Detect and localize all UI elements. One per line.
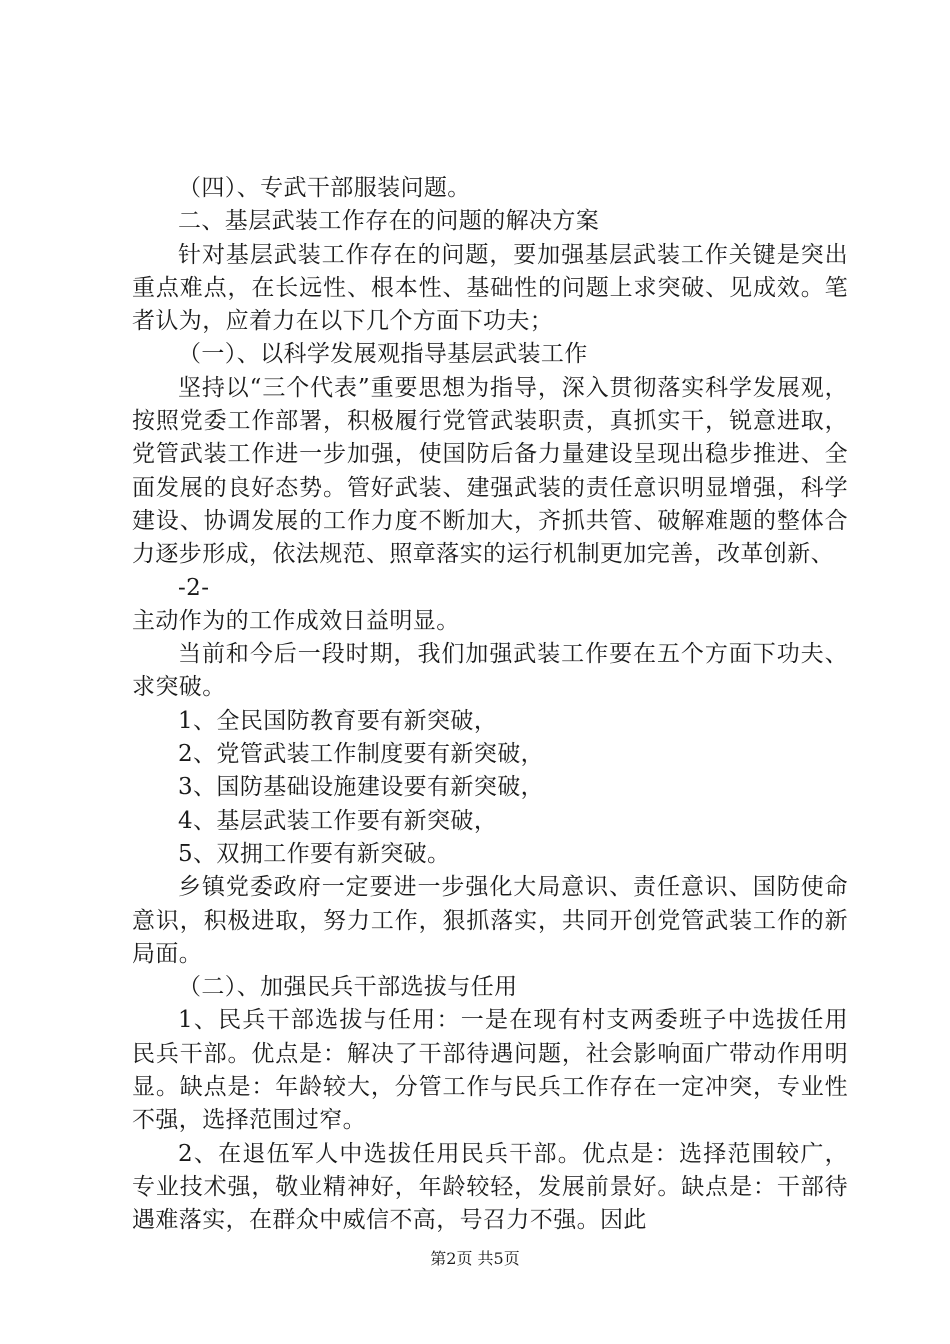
list-item: 5、双拥工作要有新突破。	[178, 840, 451, 867]
body-paragraph: 针对基层武装工作存在的问题，要加强基层武装工作关键是突出重点难点，在长远性、根本性、基础性的问题上求突破、见成效。笔者认为，应着力在以下几个方面下功夫；	[132, 241, 848, 335]
body-paragraph: 2、在退伍军人中选拔任用民兵干部。优点是：选择范围较广，专业技术强，敬业精神好，年龄较轻，发展前景好。缺点是：干部待遇难落实，在群众中威信不高，号召力不强。因此	[132, 1140, 848, 1234]
section-subheading: （二）、加强民兵干部选拔与任用	[178, 974, 518, 1001]
list-item: 1、全民国防教育要有新突破，	[178, 707, 498, 734]
page-footer	[0, 1246, 950, 1269]
inline-page-marker: -2-	[178, 574, 210, 601]
body-paragraph: 1、民兵干部选拔与任用：一是在现有村支两委班子中选拔任用民兵干部。优点是：解决了干部待遇问题，社会影响面广带动作用明显。缺点是：年龄较大，分管工作与民兵工作存在一定冲突，专业性不强，选择范围过窄。	[132, 1007, 848, 1134]
body-paragraph: 主动作为的工作成效日益明显。	[132, 607, 460, 634]
body-paragraph: 乡镇党委政府一定要进一步强化大局意识、责任意识、国防使命意识，积极进取，努力工作，狠抓落实，共同开创党管武装工作的新局面。	[132, 874, 848, 967]
page-number-label: 第2页 共5页	[430, 1249, 520, 1268]
document-body	[132, 172, 848, 1238]
list-item: 2、党管武装工作制度要有新突破，	[178, 741, 545, 768]
body-paragraph: 当前和今后一段时期，我们加强武装工作要在五个方面下功夫、求突破。	[132, 641, 848, 701]
section-heading: 二、基层武装工作存在的问题的解决方案	[178, 208, 600, 235]
section-subheading: （一）、以科学发展观指导基层武装工作	[178, 341, 588, 368]
body-paragraph: 坚持以“三个代表”重要思想为指导，深入贯彻落实科学发展观，按照党委工作部署，积极履行党管武装职责，真抓实干，锐意进取，党管武装工作进一步加强，使国防后备力量建设呈现出稳步推进、全面发展的良好态势。管好武装、建强武装的责任意识明显增强，科学建设、协调发展的工作力度不断加大，齐抓共管、破解难题的整体合力逐步形成，依法规范、照章落实的运行机制更加完善，改革创新、	[132, 374, 848, 568]
list-item: 3、国防基础设施建设要有新突破，	[178, 774, 545, 801]
list-item: 4、基层武装工作要有新突破，	[178, 807, 498, 834]
section-subheading: （四）、专武干部服装问题。	[178, 175, 471, 201]
